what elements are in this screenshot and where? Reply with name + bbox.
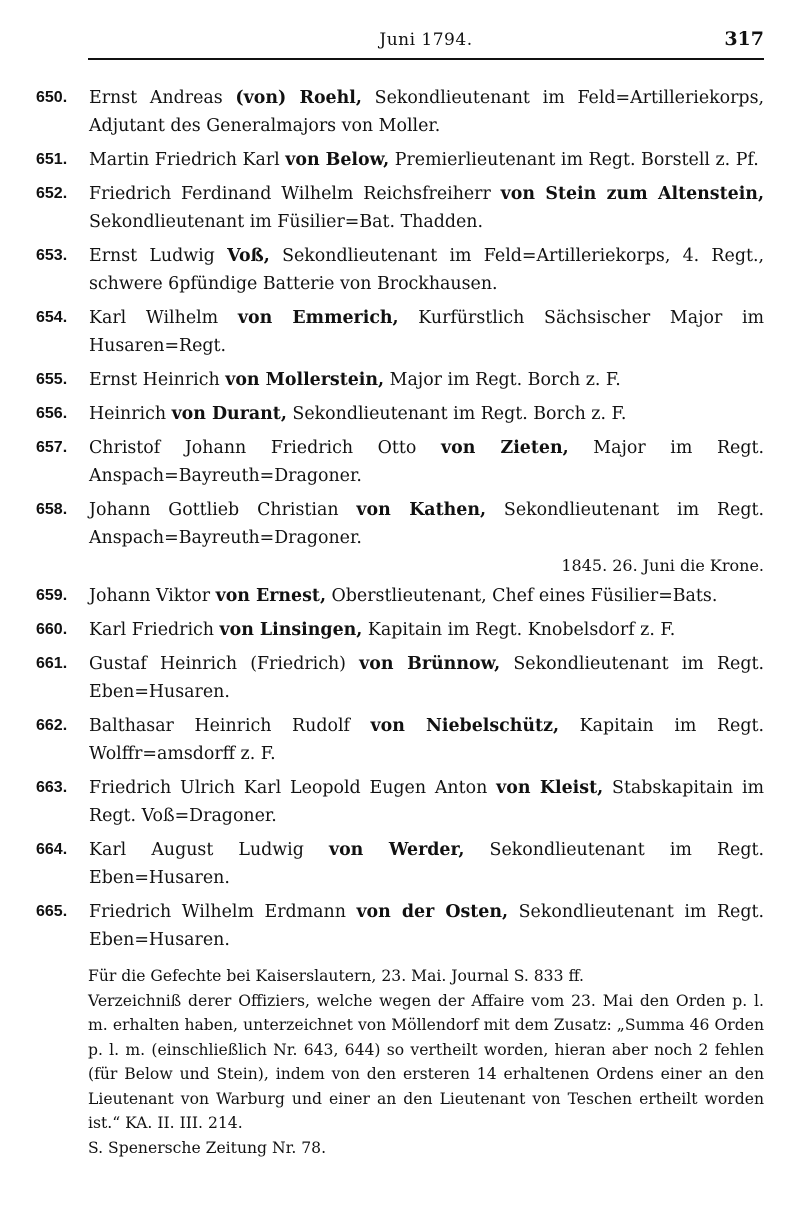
entry-given-names: Ernst Ludwig [89, 246, 228, 266]
list-item [36, 496, 764, 552]
entry-given-names: Friedrich Ulrich Karl Leopold Eugen Anton [89, 778, 497, 798]
entry-rank: Sekondlieutenant im Regt. Eben=Husaren. [89, 654, 764, 702]
entry-surname: von Zieten, [441, 438, 569, 458]
entry-rank: Sekondlieutenant im Regt. Anspach=Bayreuth=Dragoner. [89, 500, 764, 548]
list-item [36, 582, 764, 610]
list-item [36, 400, 764, 428]
entry-surname: von Emmerich, [237, 308, 399, 328]
list-item [36, 146, 764, 174]
footnote-source: Für die Gefechte bei Kaiserslautern, 23. Mai. Journal S. 833 ff. [88, 967, 584, 985]
entry-given-names: Balthasar Heinrich Rudolf [89, 716, 371, 736]
list-item [36, 712, 764, 768]
entry-surname: von Ernest, [215, 586, 327, 606]
list-item [36, 774, 764, 830]
entry-number: 653. [36, 247, 68, 264]
entry-rank: Premierlieutenant im Regt. Borstell z. Pf. [389, 150, 759, 170]
list-item [36, 304, 764, 360]
entry-given-names: Karl August Ludwig [89, 840, 329, 860]
entry-rank: Sekondlieutenant im Feld=Artilleriekorps, Adjutant des Generalmajors von Moller. [89, 88, 765, 136]
entry-number: 650. [36, 89, 68, 106]
entry-surname: von Stein zum Altenstein, [500, 184, 765, 204]
entry-surname: von Werder, [328, 840, 465, 860]
list-item [36, 616, 764, 644]
entry-surname: von Durant, [171, 404, 287, 424]
entry-number: 660. [36, 621, 68, 638]
entry-number: 664. [36, 841, 68, 858]
entry-number: 663. [36, 779, 68, 796]
list-item [36, 434, 764, 490]
list-item [36, 180, 764, 236]
margin-note: 1845. 26. Juni die Krone. [561, 556, 764, 575]
entry-number: 656. [36, 405, 68, 422]
entry-given-names: Johann Viktor [89, 586, 216, 606]
entry-given-names: Ernst Heinrich [89, 370, 226, 390]
entry-number: 665. [36, 903, 68, 920]
entry-surname: (von) Roehl, [235, 88, 362, 108]
entry-surname: Voß, [227, 246, 270, 266]
list-item [36, 898, 764, 954]
entry-given-names: Ernst Andreas [89, 88, 236, 108]
entry-rank: Kapitain im Regt. Knobelsdorf z. F. [362, 620, 676, 640]
entry-surname: von der Osten, [356, 902, 509, 922]
entry-number: 651. [36, 151, 68, 168]
entry-rank: Sekondlieutenant im Feld=Artilleriekorps, 4. Regt., schwere 6pfündige Batterie von Brockhausen. [89, 246, 764, 294]
entry-surname: von Kleist, [496, 778, 604, 798]
list-item [36, 650, 764, 706]
entry-number: 659. [36, 587, 68, 604]
entry-rank: Sekondlieutenant im Regt. Eben=Husaren. [89, 840, 764, 888]
entry-surname: von Brünnow, [359, 654, 501, 674]
footnote-block [88, 964, 764, 1160]
entry-given-names: Martin Friedrich Karl [89, 150, 286, 170]
entry-number: 662. [36, 717, 68, 734]
entry-given-names: Christof Johann Friedrich Otto [89, 438, 441, 458]
entry-number: 655. [36, 371, 68, 388]
entry-surname: von Linsingen, [219, 620, 363, 640]
entry-rank: Sekondlieutenant im Füsilier=Bat. Thadden. [89, 212, 484, 232]
entry-given-names: Friedrich Ferdinand Wilhelm Reichsfreiherr [89, 184, 501, 204]
entry-number: 652. [36, 185, 68, 202]
list-item [36, 836, 764, 892]
entry-surname: von Kathen, [356, 500, 487, 520]
entry-number: 661. [36, 655, 68, 672]
entry-given-names: Friedrich Wilhelm Erdmann [89, 902, 357, 922]
entry-rank: Sekondlieutenant im Regt. Borch z. F. [286, 404, 627, 424]
entry-rank: Stabskapitain im Regt. Voß=Dragoner. [89, 778, 764, 826]
header-title: Juni 1794. [379, 30, 473, 50]
entry-given-names: Gustaf Heinrich (Friedrich) [89, 654, 360, 674]
entry-rank: Sekondlieutenant im Regt. Eben=Husaren. [89, 902, 764, 950]
entry-surname: von Below, [285, 150, 390, 170]
list-item [36, 366, 764, 394]
entry-rank: Kapitain im Regt. Wolffr=amsdorff z. F. [89, 716, 764, 764]
list-item [36, 242, 764, 298]
entry-given-names: Karl Wilhelm [89, 308, 238, 328]
entry-surname: von Mollerstein, [225, 370, 385, 390]
entry-list [36, 84, 764, 960]
entry-given-names: Johann Gottlieb Christian [89, 500, 357, 520]
footnote-reference: S. Spenersche Zeitung Nr. 78. [88, 1138, 327, 1157]
entry-rank: Kurfürstlich Sächsischer Major im Husaren=Regt. [89, 308, 764, 356]
footnote-text: Verzeichniß derer Offiziers, welche wegen der Affaire vom 23. Mai den Orden p. l. m. erhalten haben, unterzeichnet von Möllendorf mit dem Zusatz: „Summa 46 Orden p. l. m. (einschließlich Nr. 643, 644) so vertheilt worden, hieran aber noch 2 fehlen (für Below und Stein), indem von den ersteren 14 erhaltenen Ordens einer an den Lieutenant von Warburg und einer an den Lieutenant von Teschen ertheilt worden ist.“ KA. II. III. 214. [88, 991, 764, 1132]
entry-number: 658. [36, 501, 68, 518]
page-number: 317 [724, 28, 764, 50]
page-header [88, 28, 764, 60]
entry-rank: Major im Regt. Borch z. F. [384, 370, 621, 390]
entry-surname: von Niebelschütz, [370, 716, 560, 736]
entry-given-names: Heinrich [89, 404, 172, 424]
entry-rank: Oberstlieutenant, Chef eines Füsilier=Bats. [326, 586, 718, 606]
entry-given-names: Karl Friedrich [89, 620, 220, 640]
entry-number: 657. [36, 439, 68, 456]
list-item [36, 84, 764, 140]
entry-number: 654. [36, 309, 68, 326]
entry-rank: Major im Regt. Anspach=Bayreuth=Dragoner. [89, 438, 764, 486]
